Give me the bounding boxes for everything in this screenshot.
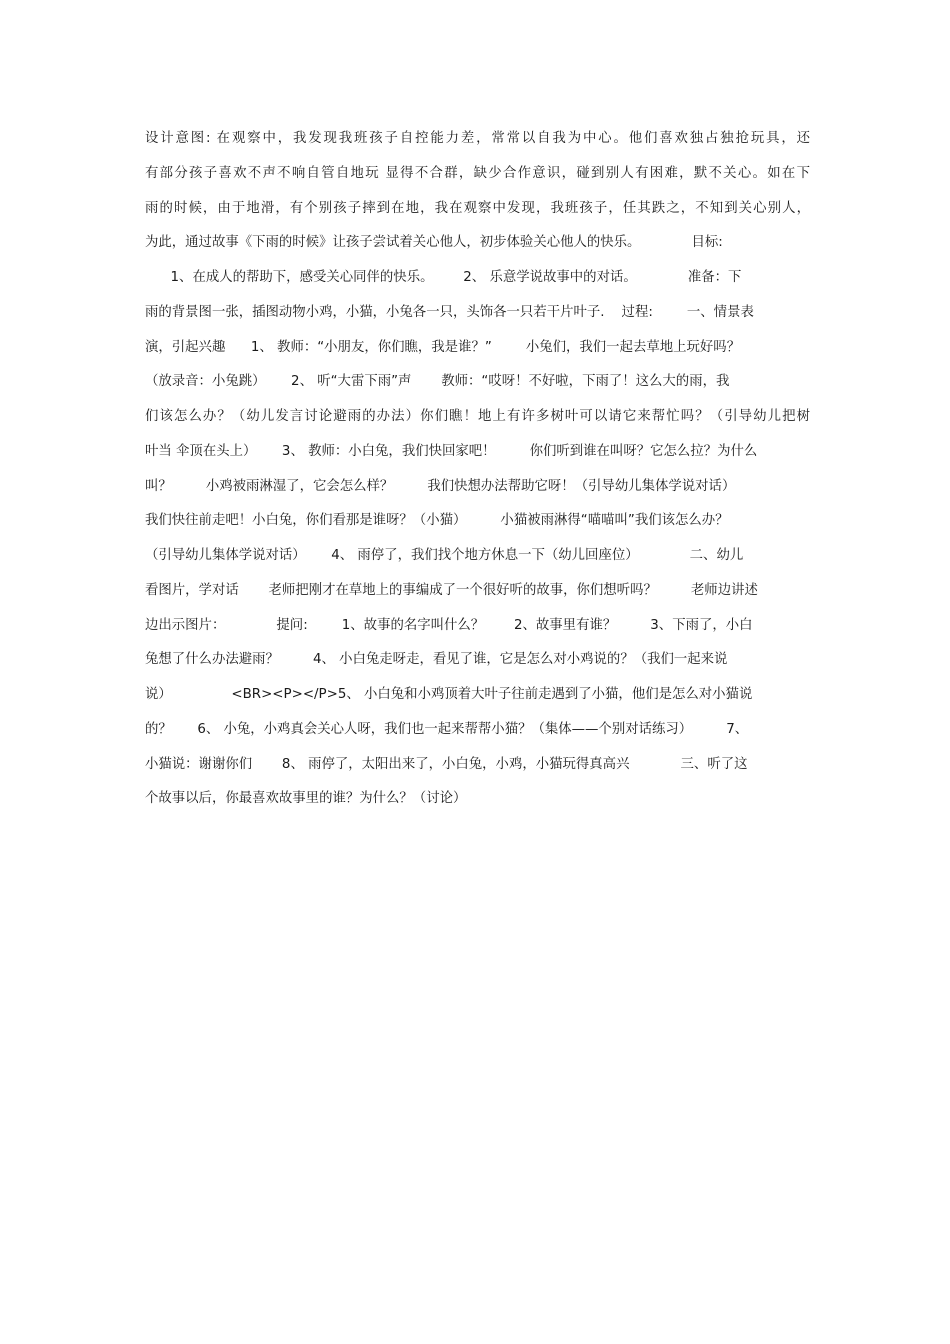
text-line: 有部分孩子喜欢不声不响自管自地玩 显得不合群，缺少合作意识，碰到别人有困难，默不关心。如在下	[145, 165, 810, 181]
text-line: （放录音：小兔跳） 2、 听“大雷下雨”声 教师：“哎呀！不好啦，下雨了！这么大的雨，我	[145, 374, 730, 390]
text-line: 的？ 6、 小兔，小鸡真会关心人呀，我们也一起来帮帮小猫？（集体——个别对话练习） 7、	[145, 721, 749, 737]
text-line: 个故事以后，你最喜欢故事里的谁？为什么？（讨论）	[145, 791, 467, 807]
text-line: 兔想了什么办法避雨？ 4、 小白兔走呀走，看见了谁，它是怎么对小鸡说的？（我们一起来说	[145, 652, 728, 668]
text-line: 为此，通过故事《下雨的时候》让孩子尝试着关心他人，初步体验关心他人的快乐。 目标:	[145, 235, 723, 251]
text-line: 小猫说：谢谢你们 8、 雨停了，太阳出来了，小白兔，小鸡，小猫玩得真高兴 三、听了这	[145, 756, 748, 772]
text-line: 1、在成人的帮助下，感受关心同伴的快乐。 2、 乐意学说故事中的对话。 准备：下	[145, 270, 742, 285]
text-line: 我们快往前走吧！小白兔，你们看那是谁呀？（小猫） 小猫被雨淋得“喵喵叫”我们该怎么办？	[145, 513, 729, 529]
text-line: 们该怎么办？（幼儿发言讨论避雨的办法）你们瞧！地上有许多树叶可以请它来帮忙吗？（引导幼儿把树	[145, 409, 810, 424]
lesson-plan-text	[145, 122, 810, 817]
text-line: 演，引起兴趣 1、 教师：“小朋友，你们瞧，我是谁？” 小兔们，我们一起去草地上玩好吗？	[145, 339, 741, 355]
text-line: 雨的背景图一张，插图动物小鸡，小猫，小兔各一只，头饰各一只若干片叶子. 过程: 一、情景表	[145, 304, 754, 320]
text-line: 设计意图: 在观察中，我发现我班孩子自控能力差，常常以自我为中心。他们喜欢独占独抢玩具，还	[145, 131, 810, 146]
text-line: （引导幼儿集体学说对话） 4、 雨停了，我们找个地方休息一下（幼儿回座位） 二、幼儿	[145, 548, 744, 563]
text-line: 叶当 伞顶在头上） 3、 教师：小白兔，我们快回家吧！ 你们听到谁在叫呀？它怎么拉？为什么	[145, 443, 758, 459]
text-line: 说） <BR><P></P>5、 小白兔和小鸡顶着大叶子往前走遇到了小猫，他们是怎么对小猫说	[145, 687, 753, 702]
text-line: 边出示图片： 提问: 1、故事的名字叫什么？ 2、故事里有谁？ 3、下雨了，小白	[145, 617, 753, 633]
text-line: 雨的时候，由于地滑，有个别孩子摔到在地，我在观察中发现，我班孩子，任其跌之，不知到关心别人，	[145, 200, 810, 216]
text-line: 叫？ 小鸡被雨淋湿了，它会怎么样？ 我们快想办法帮助它呀！（引导幼儿集体学说对话）	[145, 478, 736, 494]
text-line: 看图片，学对话 老师把刚才在草地上的事编成了一个很好听的故事，你们想听吗？ 老师边讲述	[145, 582, 758, 598]
